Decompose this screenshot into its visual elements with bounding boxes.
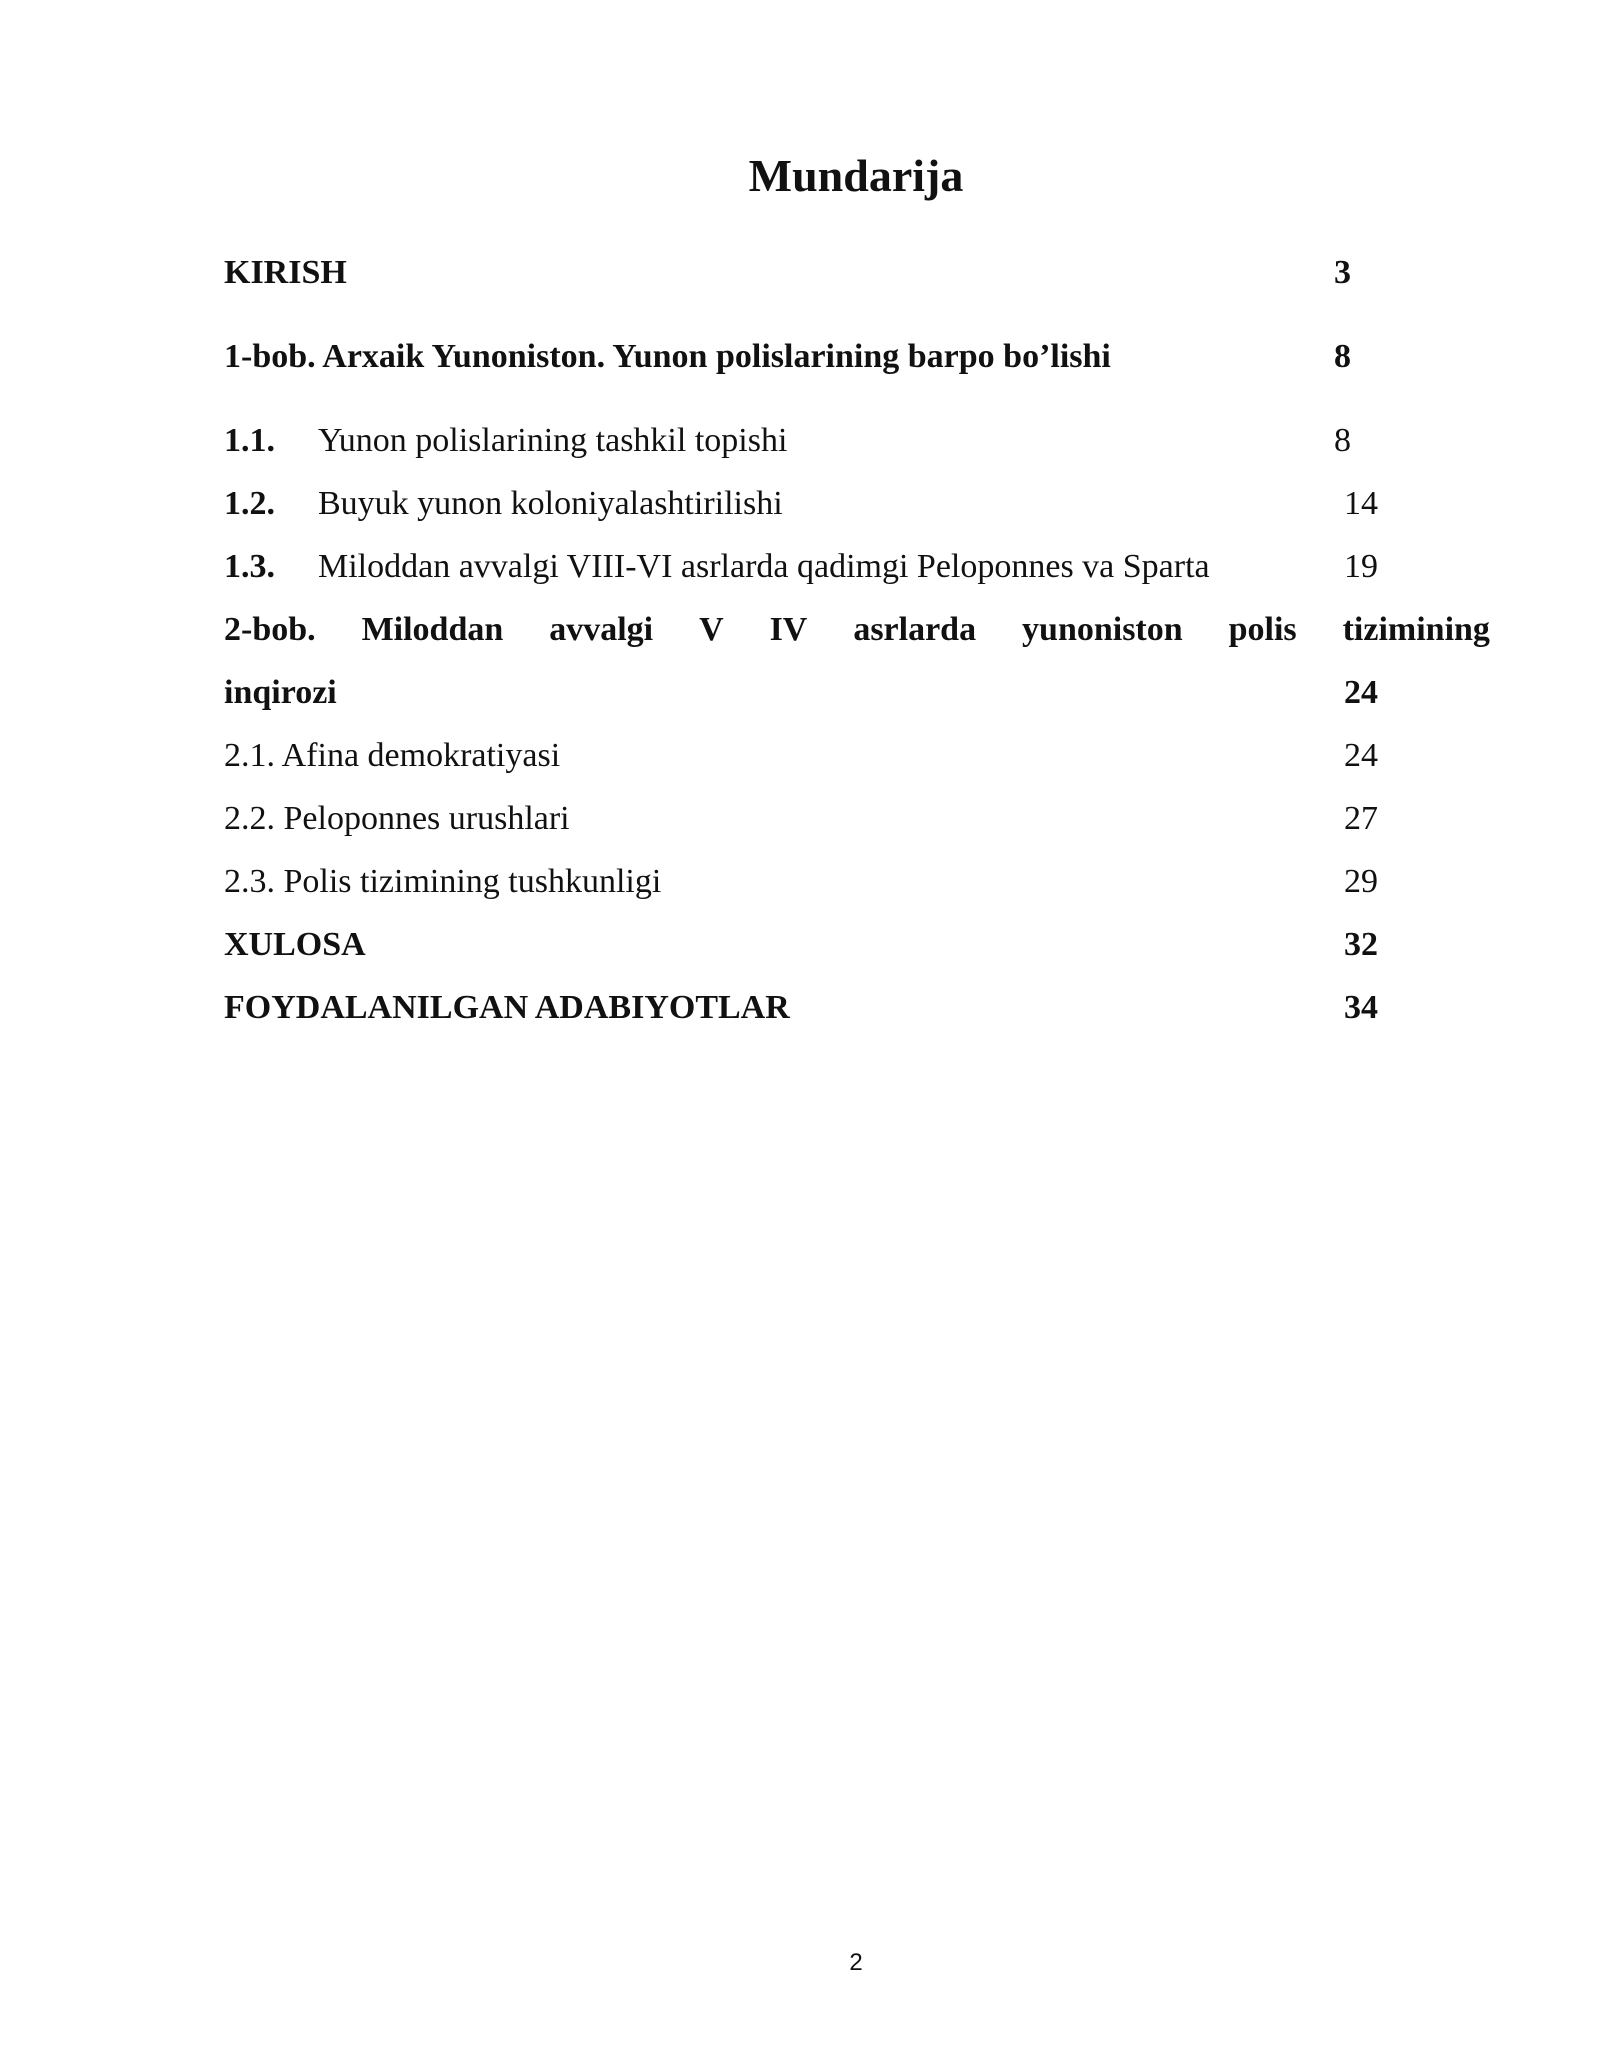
toc-entry-section-2-2[interactable]	[224, 796, 1524, 842]
toc-word: asrlarda	[853, 611, 977, 648]
page-title: Mundarija	[748, 150, 964, 201]
toc-entry-chapter-2-line-1[interactable]	[224, 607, 1524, 653]
toc-entry-label: 2.3. Polis tizimining tushkunligi	[224, 863, 662, 900]
toc-section-number: 1.1.	[224, 422, 275, 459]
toc-entry-section-1-1[interactable]	[224, 418, 1524, 464]
toc-page-number: 24	[1344, 674, 1378, 711]
toc-entry-label: FOYDALANILGAN ADABIYOTLAR	[224, 989, 790, 1026]
toc-entry-section-1-3[interactable]	[224, 544, 1524, 590]
toc-page-number: 29	[1344, 863, 1378, 900]
toc-entry-label: inqirozi	[224, 674, 337, 711]
toc-page-number: 27	[1344, 800, 1378, 837]
toc-word: tizimining	[1342, 611, 1490, 648]
toc-page-number: 34	[1344, 989, 1378, 1026]
toc-word: avvalgi	[549, 611, 654, 648]
toc-entry-label: KIRISH	[224, 254, 347, 291]
toc-entry-section-2-3[interactable]	[224, 859, 1524, 905]
toc-entry-chapter-1[interactable]	[224, 334, 1524, 380]
toc-page-number: 8	[1334, 422, 1351, 459]
toc-entry-label: Miloddan avvalgi VIII-VI asrlarda qadimgi Peloponnes va Sparta	[318, 548, 1210, 585]
toc-entry-kirish[interactable]	[224, 250, 1524, 296]
toc-page-number: 14	[1344, 485, 1378, 522]
toc-word: yunoniston	[1022, 611, 1183, 648]
toc-page-number: 8	[1334, 338, 1351, 375]
toc-entry-xulosa[interactable]	[224, 922, 1524, 968]
toc-entry-section-2-1[interactable]	[224, 733, 1524, 779]
toc-entry-label: Yunon polislarining tashkil topishi	[318, 422, 788, 459]
toc-page-number: 3	[1334, 254, 1351, 291]
toc-page-number: 32	[1344, 926, 1378, 963]
toc-entry-chapter-2-line-2[interactable]	[224, 670, 1524, 716]
toc-section-number: 1.3.	[224, 548, 275, 585]
footer-page-number: 2	[849, 1949, 863, 1976]
toc-section-number: 1.2.	[224, 485, 275, 522]
toc-entry-label: XULOSA	[224, 926, 366, 963]
toc-word: 2-bob.	[224, 611, 316, 648]
toc-word: V	[699, 611, 724, 648]
chapter-2-title-line-1	[224, 607, 1490, 653]
toc-word: polis	[1228, 611, 1297, 648]
table-of-contents	[224, 0, 1524, 1100]
toc-entry-label: 1-bob. Arxaik Yunoniston. Yunon polislarining barpo bo’lishi	[224, 338, 1111, 375]
toc-page-number: 24	[1344, 737, 1378, 774]
toc-word: Miloddan	[361, 611, 504, 648]
toc-entry-label: 2.2. Peloponnes urushlari	[224, 800, 570, 837]
toc-entry-label: Buyuk yunon koloniyalashtirilishi	[318, 485, 783, 522]
toc-page-number: 19	[1344, 548, 1378, 585]
toc-word: IV	[769, 611, 808, 648]
toc-entry-adabiyotlar[interactable]	[224, 985, 1524, 1031]
toc-entry-section-1-2[interactable]	[224, 481, 1524, 527]
toc-entry-label: 2.1. Afina demokratiyasi	[224, 737, 561, 774]
